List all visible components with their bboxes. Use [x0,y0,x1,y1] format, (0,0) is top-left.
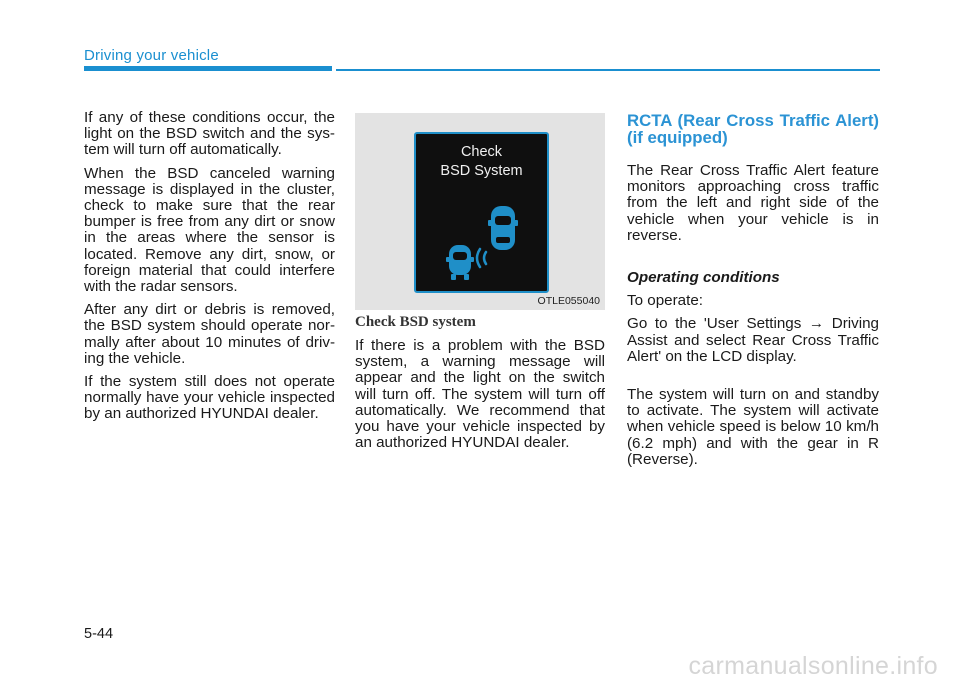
paragraph: Go to the 'User Settings → Driving Assist and select Rear Cross Traffic Alert' on the LCD display. [627,315,879,365]
cluster-screen [414,132,549,293]
left-column [84,110,335,430]
bsd-warning-figure [355,113,605,310]
screen-check-text: Check [460,144,503,160]
section-title: Driving your vehicle [84,47,219,64]
paragraph: If any of these conditions occur, the light on the BSD switch and the sys-tem will turn off automatically. [84,109,335,159]
paragraph: When the BSD canceled warning message is displayed in the cluster, check to make sure that the rear bumper is free from any dirt or snow in the areas where the sensor is located. Remove any dirt, snow, or foreign material that could interfere with the radar sensors. [84,164,335,296]
check-bsd-heading: Check BSD system [355,314,476,330]
own-car-icon [488,206,518,250]
paragraph: If the system still does not operate normally have your vehicle inspected by an authorized HYUNDAI dealer. [84,373,335,423]
watermark: carmanualsonline.info [688,652,938,680]
screen-bsd-system-text: BSD System [440,163,523,179]
paragraph: To operate: [627,292,703,310]
middle-column [355,313,605,458]
bsd-vehicles-icon [416,134,547,291]
header-rule-thick [84,66,332,71]
radar-waves-icon [477,249,486,267]
page-number: 5-44 [84,626,114,642]
paragraph: The system will turn on and standby to activate. The system will activate when vehicle speed is below 10 km/h (6.2 mph) and with the gear in R (Reverse). [627,386,879,468]
figure-code: OTLE055040 [537,295,600,307]
header-rule-thin [336,69,880,71]
paragraph: If there is a problem with the BSD system, a warning message will appear and the light on the switch will turn off. The system will turn off automatically. We recommend that you have your vehicle inspected by an authorized HYUNDAI dealer. [355,337,605,452]
approaching-car-icon [446,245,474,280]
operating-conditions-heading: Operating conditions [627,269,780,287]
paragraph: After any dirt or debris is removed, the BSD system should operate nor-mally after about 10 minutes of driv-ing the vehicle. [84,301,335,367]
rcta-heading: RCTA (Rear Cross Traffic Alert) (if equipped) [627,111,879,147]
right-column [627,112,879,475]
paragraph: The Rear Cross Traffic Alert feature monitors approaching cross traffic from the left and right side of the vehicle when your vehicle is in reverse. [627,162,879,244]
